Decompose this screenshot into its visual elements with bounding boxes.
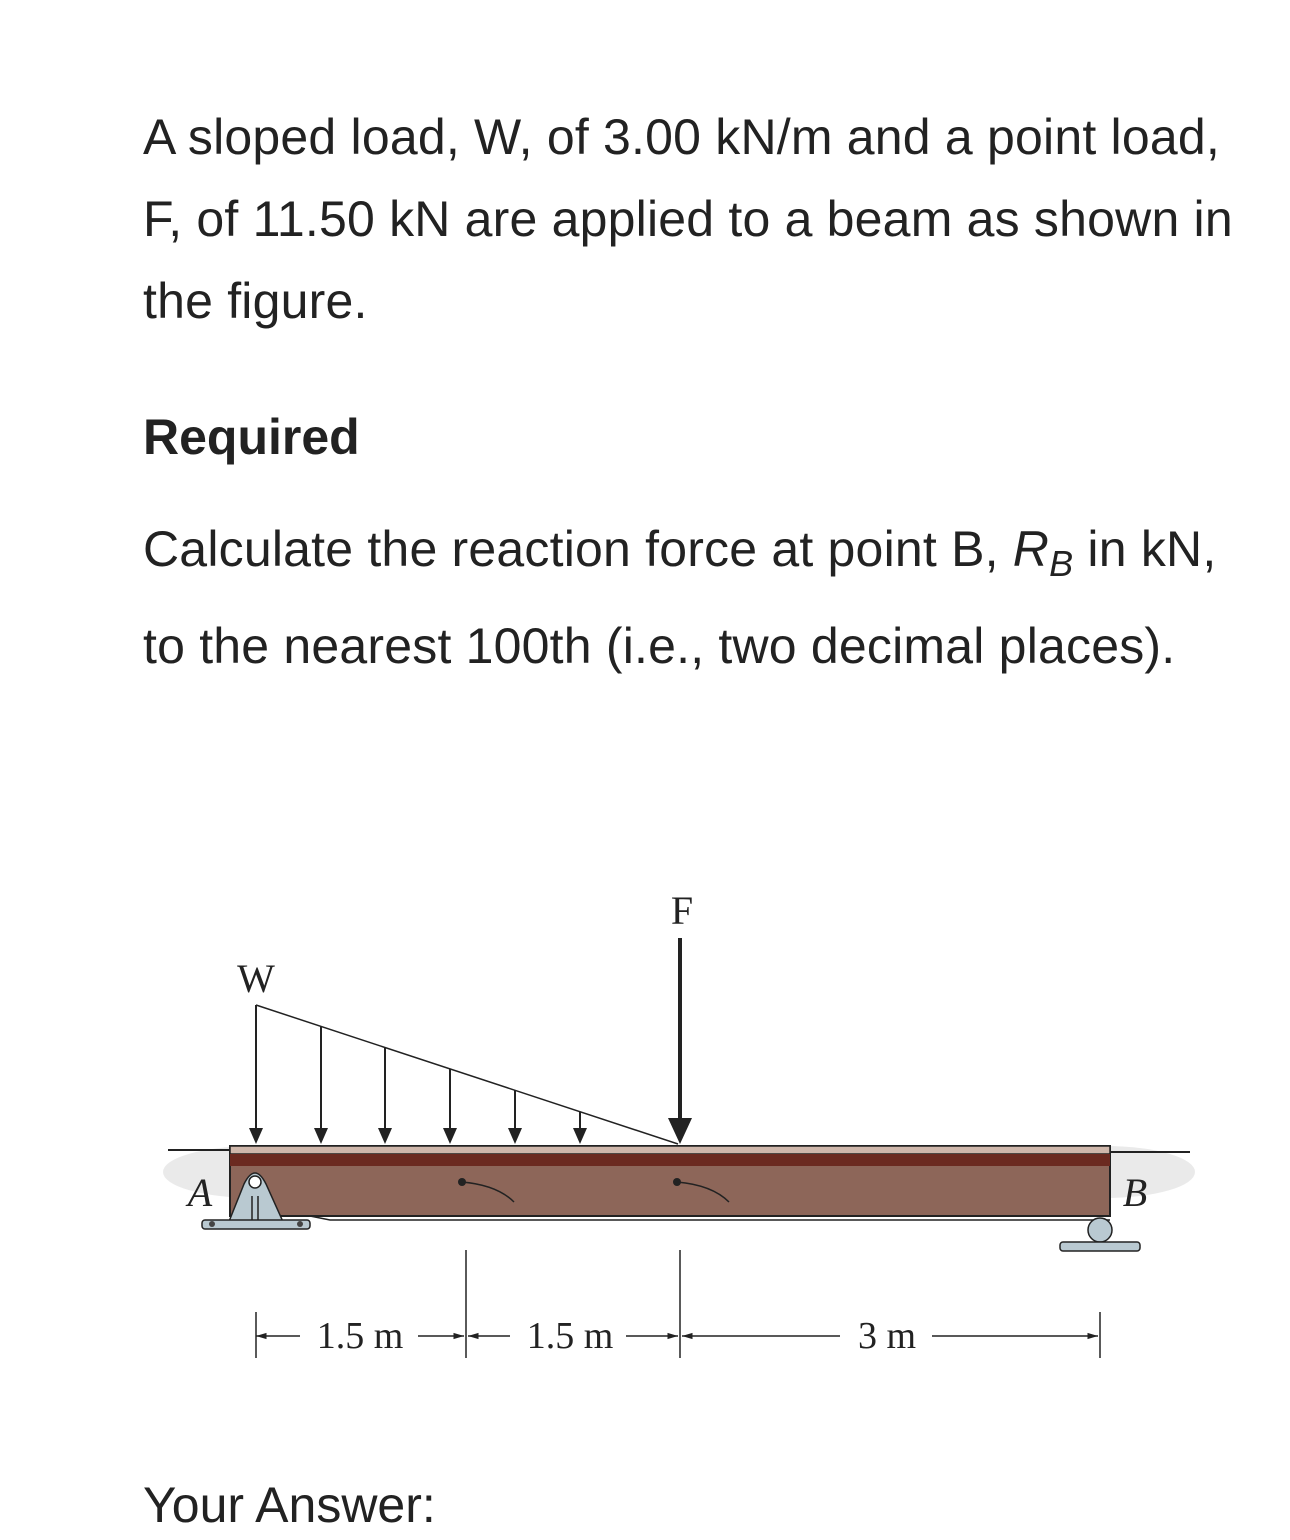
pin-bolt-2 [297,1221,303,1227]
problem-statement: A sloped load, W, of 3.00 kN/m and a point load, F, of 11.50 kN are applied to a beam as shown in the figure. [143,109,1233,329]
pin-hole [249,1176,261,1188]
beam-stripe [230,1154,1110,1166]
roller-wheel [1088,1218,1112,1242]
beam [230,1146,1110,1220]
roller-base [1060,1242,1140,1251]
load-arrow-6-head [573,1128,587,1144]
f-arrow-head [668,1118,692,1144]
dim-label-2: 1.5 m [526,1315,614,1357]
point-load-f [668,938,692,1144]
label-b: B [1122,1170,1148,1215]
load-arrow-3-head [378,1128,392,1144]
label-a: A [187,1170,213,1215]
required-instruction [143,508,1253,687]
dim-label-1: 1.5 m [316,1315,404,1357]
reaction-symbol-subscript: B [1049,543,1074,584]
beam-top-flange [230,1146,1110,1154]
beam-figure [160,880,1200,1380]
reaction-symbol: $R_B$ [1012,521,1074,584]
instruction-text-after: in kN, to the nearest 100th (i.e., two decimal places). [143,521,1217,674]
load-arrow-5-head [508,1128,522,1144]
roller-support-b [1060,1218,1140,1251]
required-heading: Required [143,409,360,465]
distributed-load-w [249,1005,678,1144]
pin-base [202,1220,310,1229]
load-arrow-4-head [443,1128,457,1144]
label-w: W [237,956,275,1001]
instruction-text-before: Calculate the reaction force at point B, [143,521,1013,577]
pin-bolt-1 [209,1221,215,1227]
load-arrow-2-head [314,1128,328,1144]
load-top-line [256,1005,678,1144]
dim-label-3: 3 m [857,1315,917,1357]
label-f: F [670,888,694,933]
load-arrow-1-head [249,1128,263,1144]
your-answer-label: Your Answer: [143,1477,436,1533]
